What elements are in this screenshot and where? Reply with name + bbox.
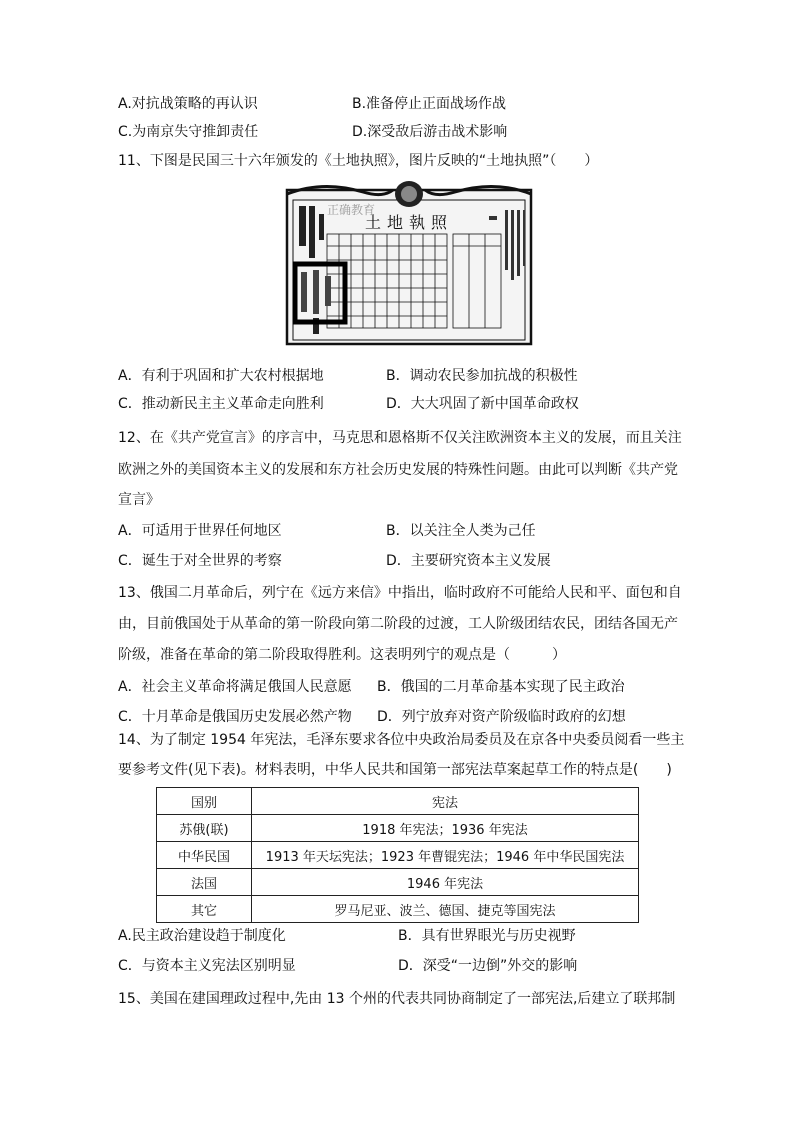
q12-option-d: D．主要研究资本主义发展 bbox=[386, 553, 551, 569]
q15-stem: 15、美国在建国理政过程中,先由 13 个州的代表共同协商制定了一部宪法,后建立了联邦制 bbox=[118, 991, 676, 1007]
table-row bbox=[157, 815, 639, 842]
q14-stem-line-1: 14、为了制定 1954 年宪法，毛泽东要求各位中央政治局委员及在京各中央委员阅看一些主 bbox=[118, 732, 685, 748]
table-cell: 其它 bbox=[157, 896, 252, 923]
q13-option-a: A．社会主义革命将满足俄国人民意愿 bbox=[118, 679, 352, 695]
q11-option-c: C．推动新民主主义革命走向胜利 bbox=[118, 396, 324, 412]
table-cell: 罗马尼亚、波兰、德国、捷克等国宪法 bbox=[252, 896, 639, 923]
table-cell: 法国 bbox=[157, 869, 252, 896]
table-header-constitution: 宪法 bbox=[252, 788, 639, 815]
q12-option-b: B．以关注全人类为己任 bbox=[386, 523, 536, 539]
q14-option-c: C．与资本主义宪法区别明显 bbox=[118, 958, 296, 974]
q12-stem-line-3: 宣言》 bbox=[118, 492, 160, 508]
table-cell: 中华民国 bbox=[157, 842, 252, 869]
q12-stem-line-1: 12、在《共产党宣言》的序言中，马克思和恩格斯不仅关注欧洲资本主义的发展，而且关注 bbox=[118, 430, 682, 446]
table-header-country: 国别 bbox=[157, 788, 252, 815]
q11-option-a: A．有利于巩固和扩大农村根据地 bbox=[118, 368, 324, 384]
constitution-reference-table bbox=[156, 787, 639, 923]
q13-stem-line-3: 阶级，准备在革命的第二阶段取得胜利。这表明列宁的观点是（ ） bbox=[118, 647, 566, 663]
q14-stem-line-2: 要参考文件(见下表)。材料表明，中华人民共和国第一部宪法草案起草工作的特点是( ) bbox=[118, 762, 672, 778]
q13-option-d: D．列宁放弃对资产阶级临时政府的幻想 bbox=[377, 709, 626, 725]
table-header-row bbox=[157, 788, 639, 815]
table-row bbox=[157, 896, 639, 923]
table-cell: 1913 年天坛宪法；1923 年曹锟宪法；1946 年中华民国宪法 bbox=[252, 842, 639, 869]
q11-option-d: D．大大巩固了新中国革命政权 bbox=[386, 396, 579, 412]
q11-stem: 11、下图是民国三十六年颁发的《土地执照》，图片反映的“土地执照”（ ） bbox=[118, 153, 599, 169]
q14-option-a: A.民主政治建设趋于制度化 bbox=[118, 928, 286, 944]
table-cell: 1946 年宪法 bbox=[252, 869, 639, 896]
q13-stem-line-2: 由，目前俄国处于从革命的第一阶段向第二阶段的过渡，工人阶级团结农民，团结各国无产 bbox=[118, 616, 678, 632]
q12-stem-line-2: 欧洲之外的美国资本主义的发展和东方社会历史发展的特殊性问题。由此可以判断《共产党 bbox=[118, 462, 678, 478]
q10-option-d: D.深受敌后游击战术影响 bbox=[352, 124, 508, 140]
q13-stem-line-1: 13、俄国二月革命后，列宁在《远方来信》中指出，临时政府不可能给人民和平、面包和自 bbox=[118, 585, 682, 601]
q14-option-d: D．深受“一边倒”外交的影响 bbox=[398, 958, 578, 974]
q12-option-a: A．可适用于世界任何地区 bbox=[118, 523, 282, 539]
table-row bbox=[157, 842, 639, 869]
q10-option-b: B.准备停止正面战场作战 bbox=[352, 96, 507, 112]
q12-option-c: C．诞生于对全世界的考察 bbox=[118, 553, 282, 569]
table-row bbox=[157, 869, 639, 896]
q10-option-c: C.为南京失守推卸责任 bbox=[118, 124, 259, 140]
certificate-title: 土地執照 bbox=[364, 213, 454, 232]
q10-option-a: A.对抗战策略的再认识 bbox=[118, 96, 258, 112]
q11-option-b: B．调动农民参加抗战的积极性 bbox=[386, 368, 578, 384]
table-cell: 苏俄(联) bbox=[157, 815, 252, 842]
land-certificate-image bbox=[283, 180, 535, 348]
q14-option-b: B．具有世界眼光与历史视野 bbox=[398, 928, 576, 944]
q13-option-c: C．十月革命是俄国历史发展必然产物 bbox=[118, 709, 352, 725]
table-cell: 1918 年宪法；1936 年宪法 bbox=[252, 815, 639, 842]
q13-option-b: B．俄国的二月革命基本实现了民主政治 bbox=[377, 679, 625, 695]
watermark: 正确教育 bbox=[327, 203, 376, 217]
